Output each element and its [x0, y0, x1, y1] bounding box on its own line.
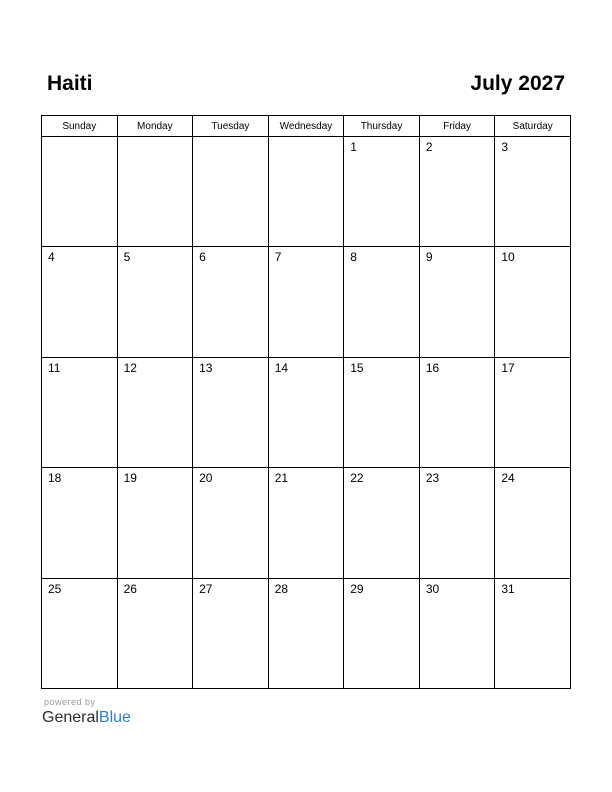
day-cell: [193, 247, 269, 357]
day-cell: [419, 578, 495, 688]
country-title: Haiti: [47, 72, 93, 95]
weekday-header-row: [42, 116, 571, 137]
day-number: 24: [501, 471, 515, 486]
weekday-thursday: Thursday: [344, 116, 420, 137]
day-number: 17: [501, 360, 515, 375]
weekday-wednesday: Wednesday: [268, 116, 344, 137]
day-cell: [193, 468, 269, 578]
day-number: 11: [48, 360, 61, 375]
day-number: 9: [425, 250, 433, 265]
day-cell: [419, 357, 495, 467]
day-number: 20: [199, 471, 213, 486]
day-cell: [495, 468, 571, 578]
day-number: 12: [123, 360, 137, 375]
week-row-3: [42, 357, 571, 467]
day-cell: [495, 137, 571, 247]
day-cell: [495, 247, 571, 357]
day-number: 6: [199, 250, 206, 265]
day-cell: [495, 357, 571, 467]
day-cell: [344, 468, 420, 578]
day-number: 26: [123, 581, 137, 596]
day-cell: [419, 137, 495, 247]
day-number: 7: [274, 250, 282, 265]
weekday-monday: Monday: [117, 116, 193, 137]
week-row-5: [42, 578, 571, 688]
day-number: [269, 137, 344, 140]
day-number: 3: [501, 140, 509, 154]
day-cell: [42, 137, 118, 247]
day-number: 13: [199, 360, 213, 375]
day-number: [118, 137, 193, 140]
day-number: 4: [48, 250, 55, 265]
day-number: 5: [123, 250, 131, 265]
day-cell: [193, 357, 269, 467]
day-cell: [268, 468, 344, 578]
weekday-sunday: Sunday: [42, 116, 118, 137]
day-cell: [268, 578, 344, 688]
day-cell: [42, 247, 118, 357]
powered-by-label: powered by: [44, 697, 96, 707]
day-cell: [268, 137, 344, 247]
day-cell: [117, 357, 193, 467]
day-number: 1: [350, 140, 357, 154]
day-number: 19: [123, 471, 137, 486]
day-number: [193, 137, 268, 140]
day-cell: [344, 137, 420, 247]
day-number: 15: [350, 360, 364, 375]
day-cell: [117, 247, 193, 357]
day-cell: [42, 357, 118, 467]
day-cell: [117, 137, 193, 247]
weekday-tuesday: Tuesday: [193, 116, 269, 137]
day-cell: [419, 247, 495, 357]
day-number: [42, 137, 117, 140]
day-cell: [268, 247, 344, 357]
day-number: 10: [501, 250, 515, 265]
day-number: 22: [350, 471, 364, 486]
day-cell: [268, 357, 344, 467]
day-cell: [117, 468, 193, 578]
day-cell: [117, 578, 193, 688]
day-number: 25: [48, 581, 62, 596]
week-row-4: [42, 468, 571, 578]
week-row-2: [42, 247, 571, 357]
day-cell: [419, 468, 495, 578]
day-number: 2: [425, 140, 433, 154]
weekday-friday: Friday: [419, 116, 495, 137]
day-number: 31: [501, 581, 515, 596]
calendar-grid: [41, 115, 571, 689]
brand-blue-text: Blue: [98, 709, 131, 726]
day-cell: [344, 247, 420, 357]
brand-logo[interactable]: [42, 708, 131, 728]
day-number: 27: [199, 581, 213, 596]
day-cell: [193, 578, 269, 688]
day-number: 16: [425, 360, 440, 375]
weekday-saturday: Saturday: [495, 116, 571, 137]
day-number: 18: [48, 471, 62, 486]
day-number: 21: [274, 471, 289, 486]
day-cell: [193, 137, 269, 247]
day-number: 14: [274, 360, 289, 375]
month-title: July 2027: [470, 72, 565, 95]
day-cell: [42, 578, 118, 688]
day-cell: [344, 357, 420, 467]
day-number: 23: [425, 471, 440, 486]
day-cell: [42, 468, 118, 578]
day-number: 8: [350, 250, 357, 265]
day-number: 28: [274, 581, 289, 596]
day-number: 29: [350, 581, 364, 596]
day-cell: [344, 578, 420, 688]
week-row-1: [42, 137, 571, 247]
day-number: 30: [425, 581, 440, 596]
day-cell: [495, 578, 571, 688]
brand-general-text: General: [42, 709, 99, 726]
